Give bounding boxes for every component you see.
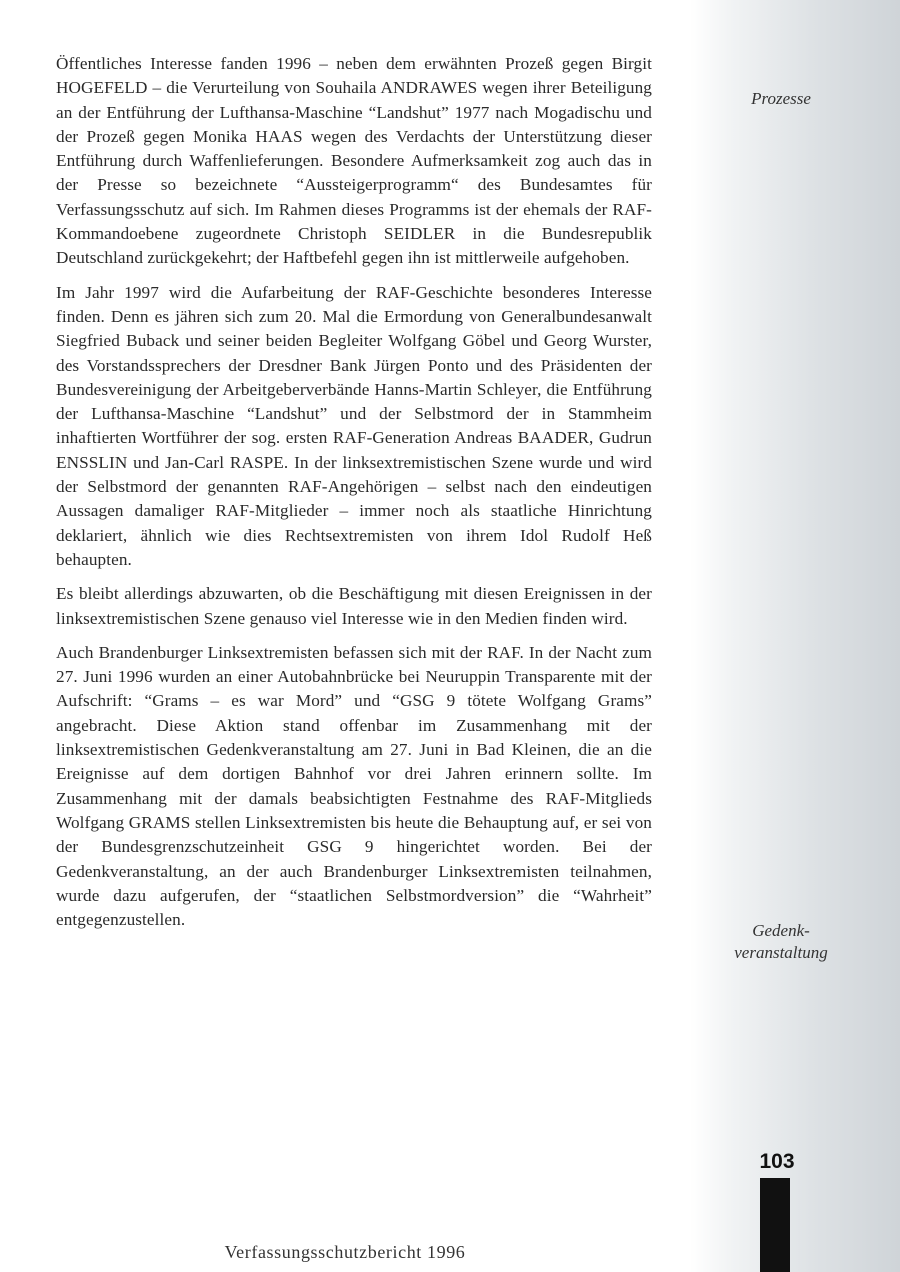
margin-note-prozesse: Prozesse bbox=[751, 89, 811, 108]
body-text bbox=[56, 52, 652, 942]
margin-note-line-1: Gedenk- bbox=[752, 921, 810, 940]
paragraph-4: Auch Brandenburger Linksextremisten befassen sich mit der RAF. In der Nacht zum 27. Juni 1996 wurden an einer Autobahnbrücke bei Neuruppin Transparente mit der Aufschrift: “Grams – es war Mord” und “GSG 9 tötete Wolfgang Grams” angebracht. Diese Aktion stand offenbar im Zusammenhang mit der linksextremistischen Gedenkveranstaltung am 27. Juni in Bad Kleinen, die an die Ereignisse auf dem dortigen Bahnhof vor drei Jahren erinnern sollte. Im Zusammenhang mit der damals beabsichtigten Festnahme des RAF-Mitglieds Wolfgang GRAMS stellen Linksextremisten bis heute die Behauptung auf, er sei von der Bundesgrenzschutzeinheit GSG 9 hingerichtet worden. Bei der Gedenkveranstaltung, an der auch Brandenburger Linksextremisten teilnahmen, wurde dazu aufgerufen, der “staatlichen Selbstmordversion” die “Wahrheit” entgegenzustellen. bbox=[56, 642, 652, 930]
paragraph-2: Im Jahr 1997 wird die Aufarbeitung der RAF-Geschichte besonderes Interesse finden. Denn es jähren sich zum 20. Mal die Ermordung von Generalbundesanwalt Siegfried Buback und seiner beiden Begleiter Wolfgang Göbel und Georg Wurster, des Vorstandssprechers der Dresdner Bank Jürgen Ponto und des Präsidenten der Bundesvereinigung der Arbeitgeberverbände Hanns-Martin Schleyer, die Entführung der Lufthansa-Maschine “Landshut” und der Selbstmord der in Stammheim inhaftierten Wortführer der sog. ersten RAF-Generation Andreas BAADER, Gudrun ENSSLIN und Jan-Carl RASPE. In der linksextremistischen Szene wurde und wird der Selbstmord der genannten RAF-Angehörigen – selbst nach den eindeutigen Aussagen damaliger RAF-Mitglieder – immer noch als staatliche Hinrichtung deklariert, ähnlich wie dies Rechtsextremisten von ihrem Idol Rudolf Heß behaupten. bbox=[56, 282, 652, 569]
page-number: 103 bbox=[759, 1150, 795, 1173]
margin-strip bbox=[690, 0, 900, 1272]
margin-note-gedenkveranstaltung bbox=[706, 920, 856, 964]
page-tab-bar bbox=[760, 1178, 790, 1272]
paragraph-3: Es bleibt allerdings abzuwarten, ob die Beschäftigung mit diesen Ereignissen in der linksextremistischen Szene genauso viel Interesse wie in den Medien finden wird. bbox=[56, 584, 652, 628]
paragraph-1: Öffentliches Interesse fanden 1996 – neben dem erwähnten Prozeß gegen Birgit HOGEFELD – die Verurteilung von Souhaila ANDRAWES wegen ihrer Beteiligung an der Entführung der Lufthansa-Maschine “Landshut” 1977 nach Mogadischu und der Prozeß gegen Monika HAAS wegen des Verdachts der Unterstützung dieser Entführung durch Waffenlieferungen. Besondere Aufmerksamkeit zog auch das in der Presse so bezeichnete “Aussteigerprogramm“ des Bundesamtes für Verfassungsschutz auf sich. Im Rahmen dieses Programms ist der ehemals der RAF-Kommandoebene zugeordnete Christoph SEIDLER in die Bundesrepublik Deutschland zurückgekehrt; der Haftbefehl gegen ihn ist mittlerweile aufgehoben. bbox=[56, 54, 652, 268]
page-footer: Verfassungsschutzbericht 1996 bbox=[224, 1242, 466, 1262]
margin-note-line-2: veranstaltung bbox=[734, 943, 828, 962]
